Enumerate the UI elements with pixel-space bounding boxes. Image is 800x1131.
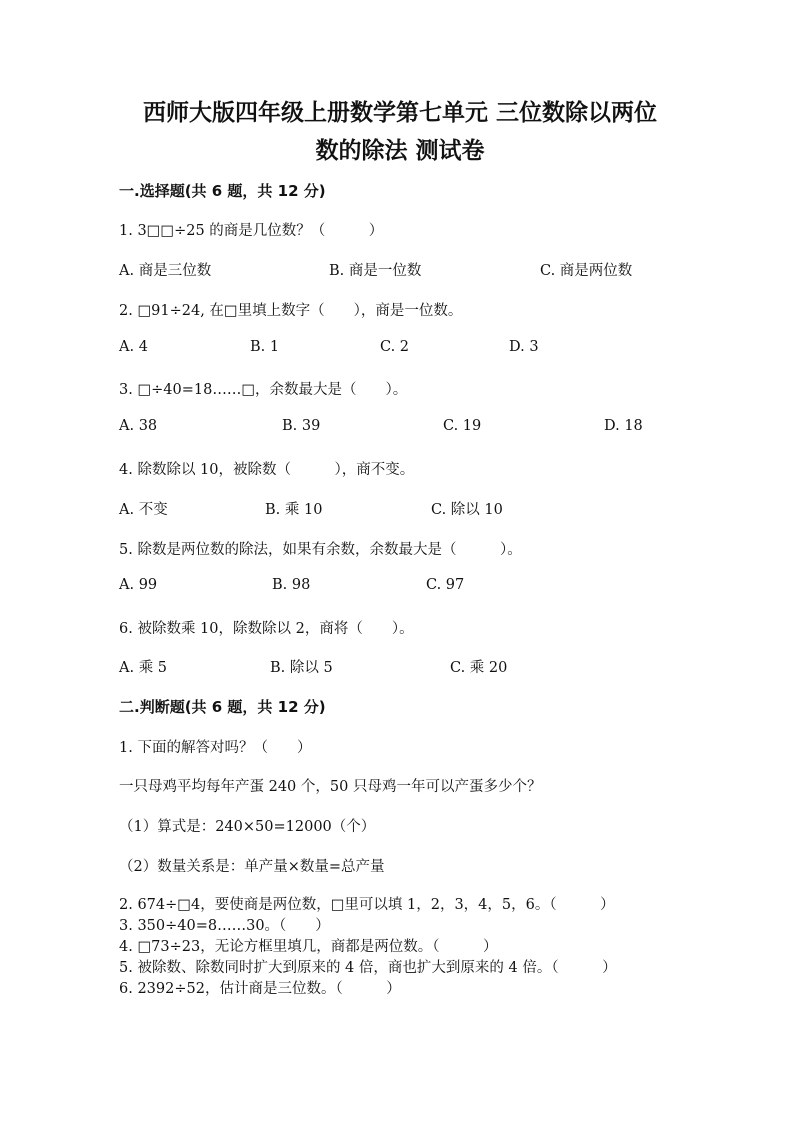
q3-option-a: A. 38 — [119, 418, 158, 434]
q2-option-c: C. 2 — [380, 339, 410, 355]
q6-option-c: C. 乘 20 — [450, 660, 508, 676]
question-3: 3. □÷40=18……□，余数最大是（ ）。 — [119, 382, 408, 398]
question-6: 6. 被除数乘 10，除数除以 2，商将（ ）。 — [119, 621, 414, 637]
question-2: 2. □91÷24, 在□里填上数字（ ），商是一位数。 — [119, 303, 463, 319]
q5-option-b: B. 98 — [272, 577, 311, 593]
judgement-2: 2. 674÷□4，要使商是两位数，□里可以填 1，2，3，4，5，6。（ ） — [119, 897, 615, 913]
q4-option-c: C. 除以 10 — [431, 502, 503, 518]
question-4: 4. 除数除以 10，被除数（ ），商不变。 — [119, 462, 415, 478]
judgement-1-step-2: （2）数量关系是：单产量×数量=总产量 — [119, 859, 385, 875]
q5-option-a: A. 99 — [119, 577, 158, 593]
judgement-3: 3. 350÷40=8……30。（ ） — [119, 918, 330, 934]
judgement-5: 5. 被除数、除数同时扩大到原来的 4 倍，商也扩大到原来的 4 倍。（ ） — [119, 960, 617, 976]
q4-option-b: B. 乘 10 — [265, 502, 323, 518]
document-title — [90, 94, 710, 170]
question-5: 5. 除数是两位数的除法，如果有余数，余数最大是（ ）。 — [119, 542, 522, 558]
title-line-1: 西师大版四年级上册数学第七单元 三位数除以两位 — [142, 100, 657, 126]
q3-option-b: B. 39 — [282, 418, 321, 434]
judgement-4: 4. □73÷23，无论方框里填几，商都是两位数。（ ） — [119, 939, 498, 955]
q2-option-d: D. 3 — [509, 339, 539, 355]
q3-option-d: D. 18 — [604, 418, 643, 434]
q1-option-a: A. 商是三位数 — [119, 263, 212, 279]
q6-option-b: B. 除以 5 — [270, 660, 333, 676]
q2-option-b: B. 1 — [250, 339, 280, 355]
q1-option-c: C. 商是两位数 — [540, 263, 633, 279]
question-1: 1. 3□□÷25 的商是几位数？（ ） — [119, 223, 384, 239]
judgement-6: 6. 2392÷52，估计商是三位数。（ ） — [119, 981, 401, 997]
judgement-1: 1. 下面的解答对吗？（ ） — [119, 740, 312, 756]
title-line-2: 数的除法 测试卷 — [315, 138, 485, 164]
judgement-1-problem: 一只母鸡平均每年产蛋 240 个，50 只母鸡一年可以产蛋多少个？ — [119, 779, 542, 795]
q2-option-a: A. 4 — [119, 339, 148, 355]
q5-option-c: C. 97 — [426, 577, 465, 593]
judgement-1-step-1: （1）算式是：240×50=12000（个） — [119, 819, 376, 835]
q1-option-b: B. 商是一位数 — [329, 263, 422, 279]
q6-option-a: A. 乘 5 — [119, 660, 168, 676]
section-heading-choice: 一.选择题(共 6 题，共 12 分) — [119, 182, 326, 200]
q3-option-c: C. 19 — [443, 418, 482, 434]
section-heading-judgement: 二.判断题(共 6 题，共 12 分) — [119, 698, 326, 716]
q4-option-a: A. 不变 — [119, 502, 168, 518]
